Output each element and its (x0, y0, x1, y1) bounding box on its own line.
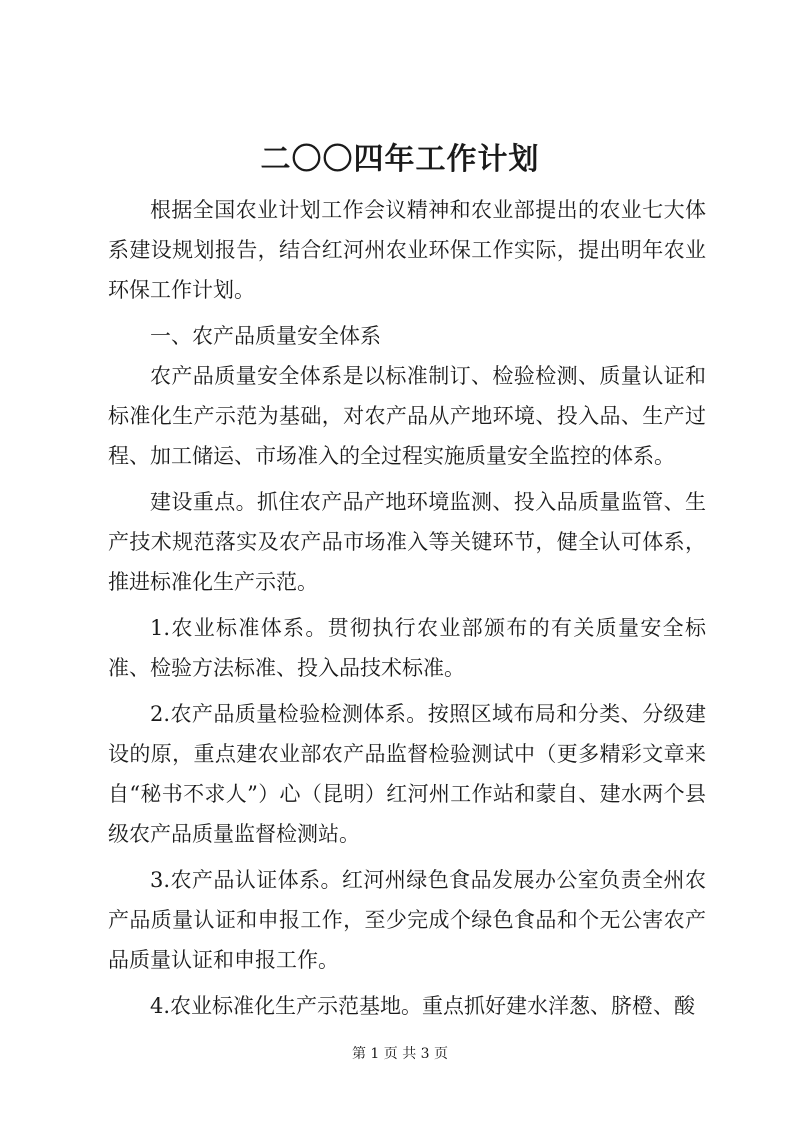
paragraph-intro: 根据全国农业计划工作会议精神和农业部提出的农业七大体系建设规划报告，结合红河州农业环保工作实际，提出明年农业环保工作计划。 (108, 198, 706, 302)
paragraph-item-2: 2.农产品质量检验检测体系。按照区域布局和分类、分级建设的原，重点建农业部农产品监督检验测试中（更多精彩文章来自“秘书不求人”）心（昆明）红河州工作站和蒙自、建水两个县级农产品质量监督检测站。 (108, 702, 706, 846)
paragraph-item-3: 3.农产品认证体系。红河州绿色食品发展办公室负责全州农产品质量认证和申报工作，至少完成个绿色食品和个无公害农产品质量认证和申报工作。 (108, 868, 706, 972)
page-footer: 第 1 页 共 3 页 (351, 1046, 449, 1062)
document-body (108, 190, 706, 1032)
paragraph-definition: 农产品质量安全体系是以标准制订、检验检测、质量认证和标准化生产示范为基础，对农产品从产地环境、投入品、生产过程、加工储运、市场准入的全过程实施质量安全监控的体系。 (108, 364, 706, 468)
paragraph-key-points: 建设重点。抓住农产品产地环境监测、投入品质量监管、生产技术规范落实及农产品市场准入等关键环节，健全认可体系，推进标准化生产示范。 (108, 490, 706, 594)
paragraph-item-1: 1.农业标准体系。贯彻执行农业部颁布的有关质量安全标准、检验方法标准、投入品技术标准。 (108, 616, 706, 680)
paragraph-item-4: 4.农业标准化生产示范基地。重点抓好建水洋葱、脐橙、酸 (150, 994, 696, 1018)
section-heading: 一、农产品质量安全体系 (150, 324, 381, 348)
document-title: 二〇〇四年工作计划 (260, 142, 540, 177)
